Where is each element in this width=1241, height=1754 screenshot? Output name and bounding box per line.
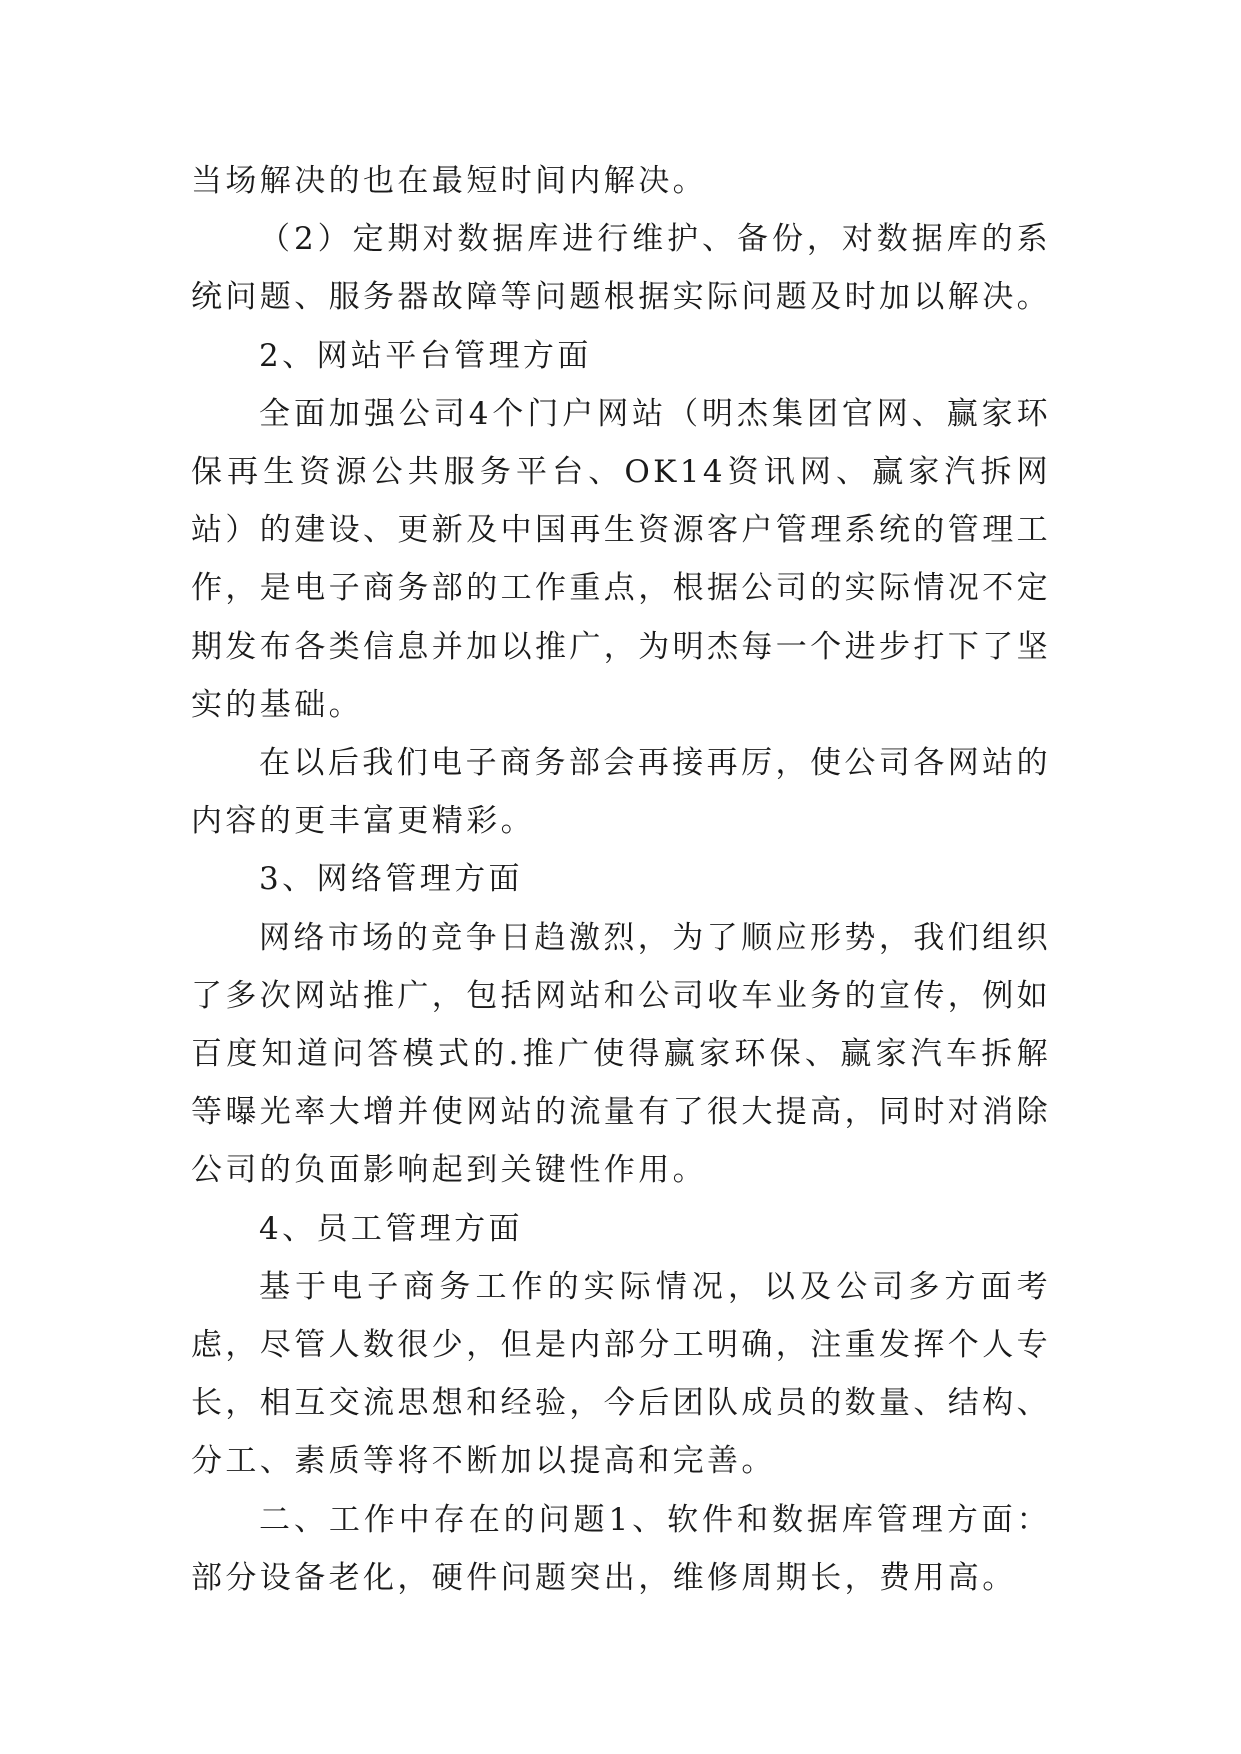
document-body (191, 152, 1051, 1607)
paragraph-portal-websites: 全面加强公司4个门户网站（明杰集团官网、赢家环保再生资源公共服务平台、OK14资讯网、赢家汽拆网站）的建设、更新及中国再生资源客户管理系统的管理工作，是电子商务部的工作重点，根据公司的实际情况不定期发布各类信息并加以推广，为明杰每一个进步打下了坚实的基础。 (191, 395, 1051, 723)
paragraph-future-content: 在以后我们电子商务部会再接再厉，使公司各网站的内容的更丰富更精彩。 (191, 745, 1051, 840)
section-heading-network-management: 3、网络管理方面 (259, 861, 523, 898)
paragraph-staff-division: 基于电子商务工作的实际情况，以及公司多方面考虑，尽管人数很少，但是内部分工明确，注重发挥个人专长，相互交流思想和经验，今后团队成员的数量、结构、分工、素质等将不断加以提高和完善。 (191, 1268, 1051, 1480)
section-heading-staff-management: 4、员工管理方面 (259, 1210, 523, 1247)
section-heading-website-platform: 2、网站平台管理方面 (259, 337, 592, 374)
paragraph-existing-problems: 二、工作中存在的问题1、软件和数据库管理方面：部分设备老化，硬件问题突出，维修周期长，费用高。 (191, 1501, 1051, 1596)
paragraph-database-maintenance: （2）定期对数据库进行维护、备份，对数据库的系统问题、服务器故障等问题根据实际问题及时加以解决。 (191, 221, 1051, 316)
paragraph-network-promotion: 网络市场的竞争日趋激烈，为了顺应形势，我们组织了多次网站推广，包括网站和公司收车业务的宣传，例如百度知道问答模式的.推广使得赢家环保、赢家汽车拆解等曝光率大增并使网站的流量有了很大提高，同时对消除公司的负面影响起到关键性作用。 (191, 919, 1051, 1189)
paragraph-continuation: 当场解决的也在最短时间内解决。 (191, 163, 707, 199)
